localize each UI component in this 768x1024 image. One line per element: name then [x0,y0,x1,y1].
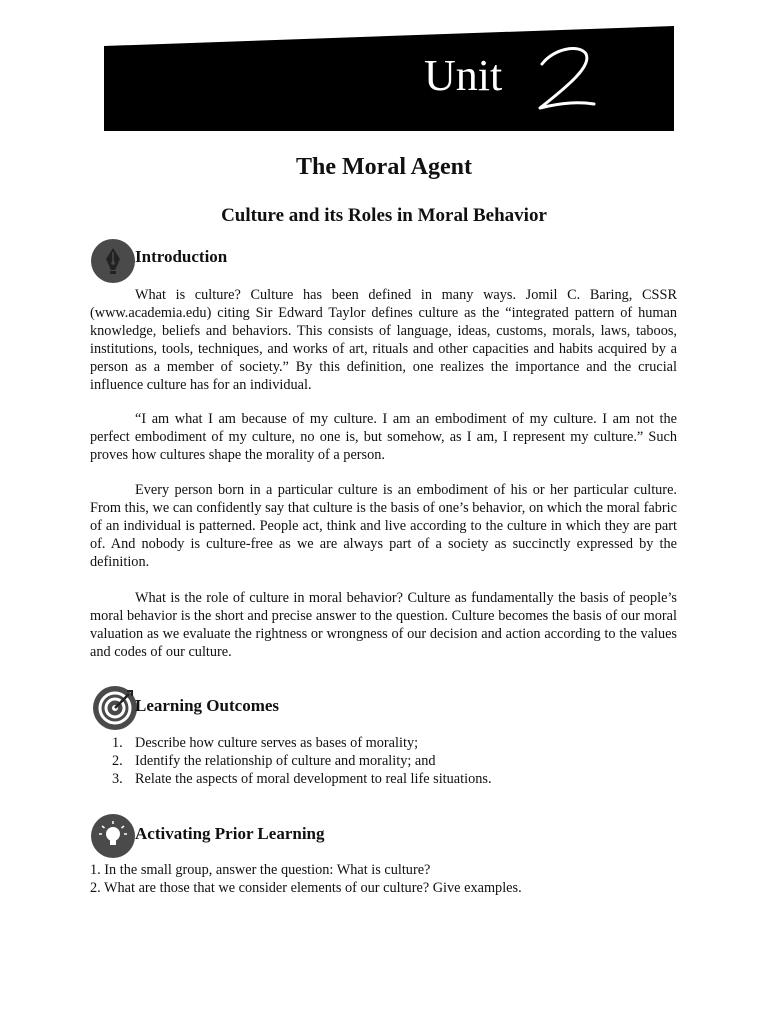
intro-paragraph-4: What is the role of culture in moral behavior? Culture as fundamentally the basis of people’s moral behavior is the short and precise answer to the question. Culture becomes the basis of our moral valuation as we evaluate the rightness or wrongness of our decision and action according to the values and codes of our culture. [90,590,677,660]
activating-heading: Activating Prior Learning [135,824,325,843]
activating-line-1: 1. In the small group, answer the question: What is culture? [90,862,431,878]
list-item-number: 3. [112,771,123,787]
lightbulb-icon [91,814,135,858]
target-icon [93,686,137,730]
pen-nib-icon [91,239,135,283]
page-title: The Moral Agent [296,154,472,180]
learning-outcomes-list [90,734,492,788]
activating-line-2: 2. What are those that we consider elements of our culture? Give examples. [90,880,522,896]
unit-number-script [502,22,672,122]
learning-outcomes-heading: Learning Outcomes [135,696,280,715]
list-item-text: Identify the relationship of culture and morality; and [135,753,436,769]
page-subtitle: Culture and its Roles in Moral Behavior [221,205,547,226]
list-item-number: 2. [112,753,123,769]
unit-label: Unit [424,51,503,100]
list-item-number: 1. [112,735,123,751]
list-item [90,770,492,788]
list-item [90,752,492,770]
introduction-heading: Introduction [135,247,228,266]
list-item [90,734,492,752]
intro-paragraph-3: Every person born in a particular culture is an embodiment of his or her particular culture. From this, we can confidently say that culture is the basis of one’s behavior, on which the moral fabric of an individual is patterned. People act, think and live according to the culture in which they are part of. And nobody is culture-free as we are always part of a society as succinctly expressed by the definition. [90,482,677,570]
list-item-text: Describe how culture serves as bases of morality; [135,735,419,751]
list-item-text: Relate the aspects of moral development to real life situations. [135,771,492,787]
intro-paragraph-1: What is culture? Culture has been defined in many ways. Jomil C. Baring, CSSR (www.academia.edu) citing Sir Edward Taylor defines culture as the “integrated pattern of human knowledge, beliefs and behaviors. This consists of language, ideas, customs, morals, laws, taboos, institutions, tools, techniques, and works of art, rituals and other capacities and habits acquired by a person as a member of society.” By this definition, one realizes the importance and the crucial influence culture has for an individual. [90,287,677,393]
intro-paragraph-2: “I am what I am because of my culture. I am an embodiment of my culture. I am not the perfect embodiment of my culture, no one is, but somehow, as I am, I represent my culture.” Such proves how cultures shape the morality of a person. [90,411,677,463]
